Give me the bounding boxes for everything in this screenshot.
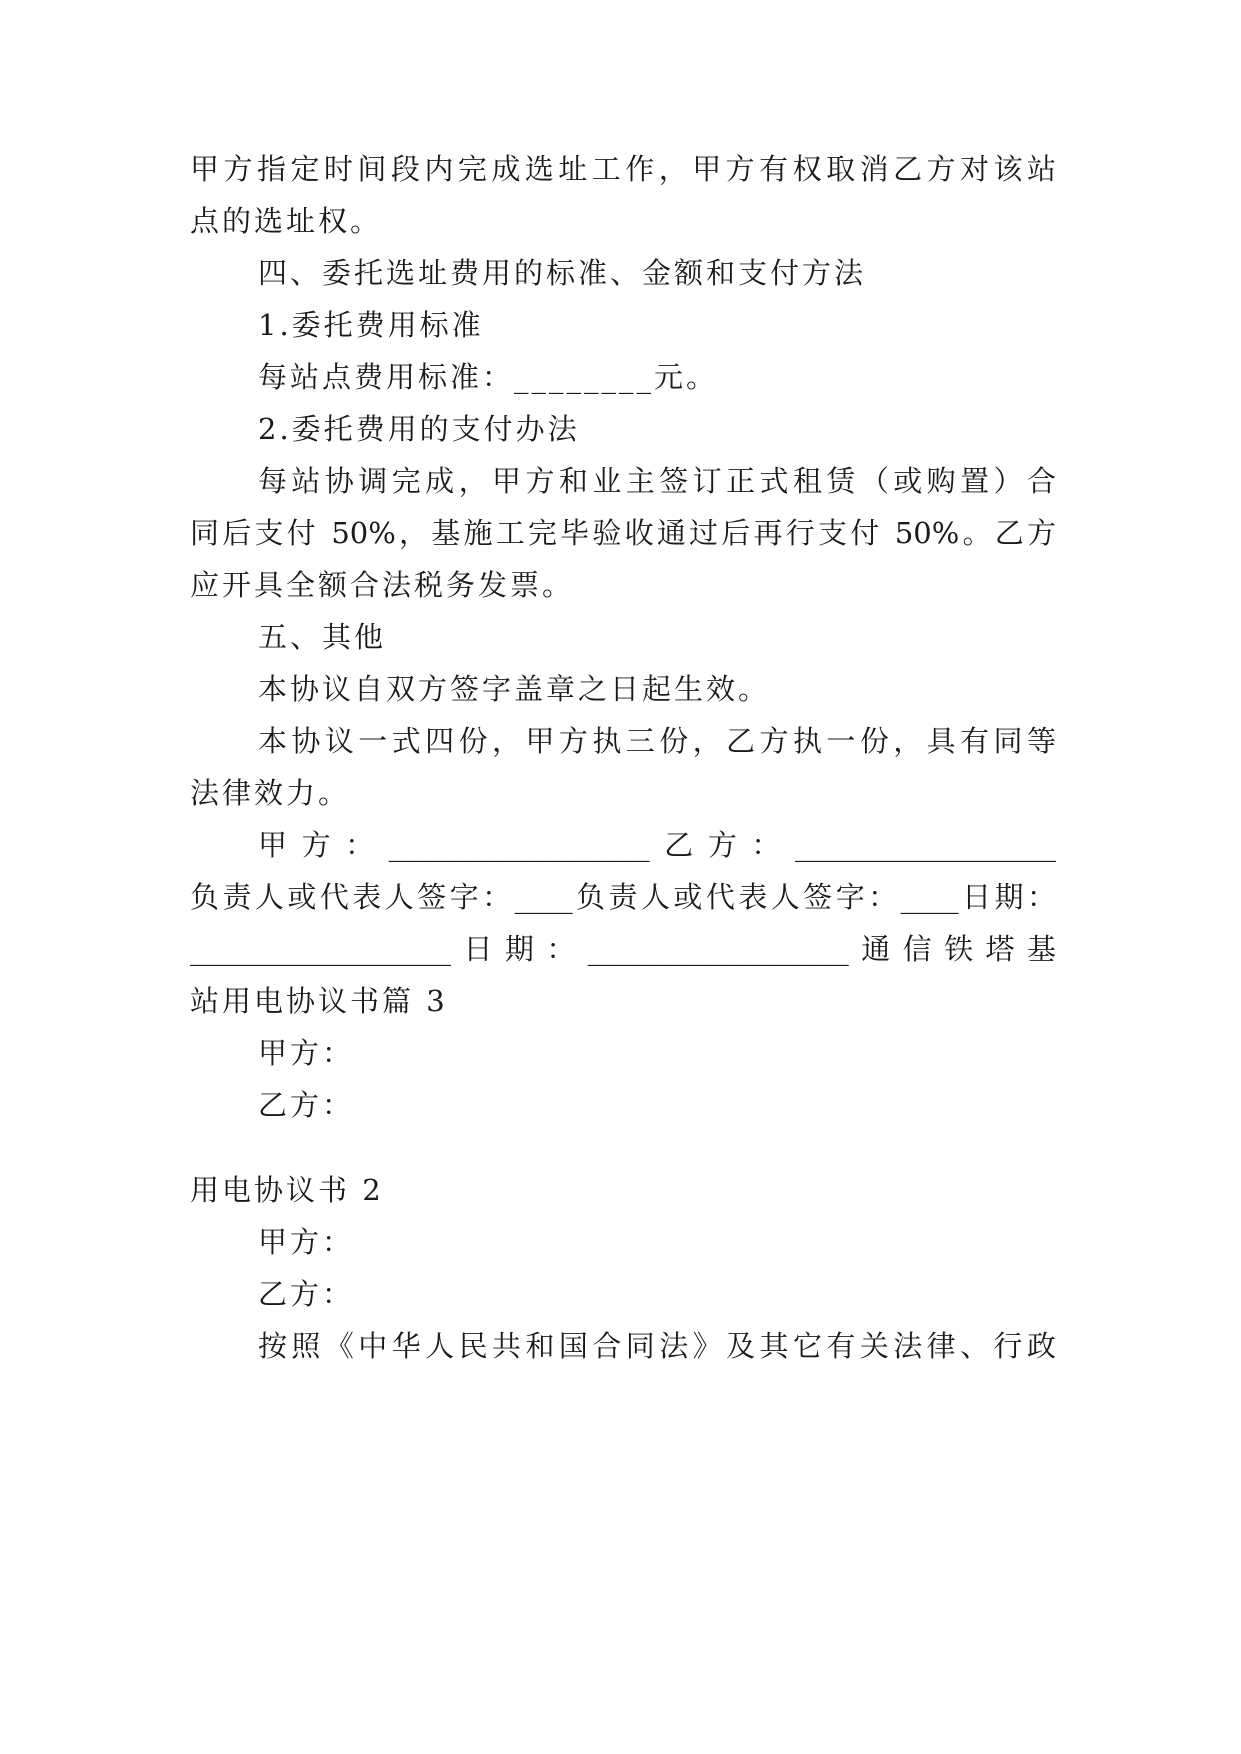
section-heading: 五、其他 (258, 620, 387, 654)
party-a-label: 甲方： (258, 1225, 355, 1259)
body-text-line: 法律效力。 (190, 776, 351, 810)
signature-line: 负责人或代表人签字：____负责人或代表人签字：____日期： (190, 880, 1056, 914)
body-text-line: 每站点费用标准：________元。 (258, 360, 719, 394)
body-text-line: 每站协调完成，甲方和业主签订正式租赁（或购置）合 (258, 464, 1056, 498)
signature-line: 甲方：__________________乙方：__________________ (258, 828, 1056, 862)
body-text-line: 点的选址权。 (190, 204, 383, 238)
body-text-line: 应开具全额合法税务发票。 (190, 568, 575, 602)
document-title: 站用电协议书篇 3 (190, 984, 448, 1018)
party-b-label: 乙方： (258, 1277, 355, 1311)
document-title: 用电协议书 2 (190, 1173, 384, 1207)
party-a-label: 甲方： (258, 1036, 355, 1070)
body-text-line: 同后支付 50%，基施工完毕验收通过后再行支付 50%。乙方 (190, 516, 1056, 550)
subsection-heading: 2.委托费用的支付办法 (258, 412, 580, 446)
body-text-line: 按照《中华人民共和国合同法》及其它有关法律、行政 (258, 1329, 1056, 1363)
subsection-heading: 1.委托费用标准 (258, 308, 484, 342)
party-b-label: 乙方： (258, 1088, 355, 1122)
body-text-line: 甲方指定时间段内完成选址工作，甲方有权取消乙方对该站 (190, 152, 1056, 186)
signature-line: __________________日期：__________________通信铁塔基 (190, 932, 1056, 966)
body-text-line: 本协议自双方签字盖章之日起生效。 (258, 672, 771, 706)
body-text-line: 本协议一式四份，甲方执三份，乙方执一份，具有同等 (258, 724, 1056, 758)
section-heading: 四、委托选址费用的标准、金额和支付方法 (258, 256, 867, 290)
